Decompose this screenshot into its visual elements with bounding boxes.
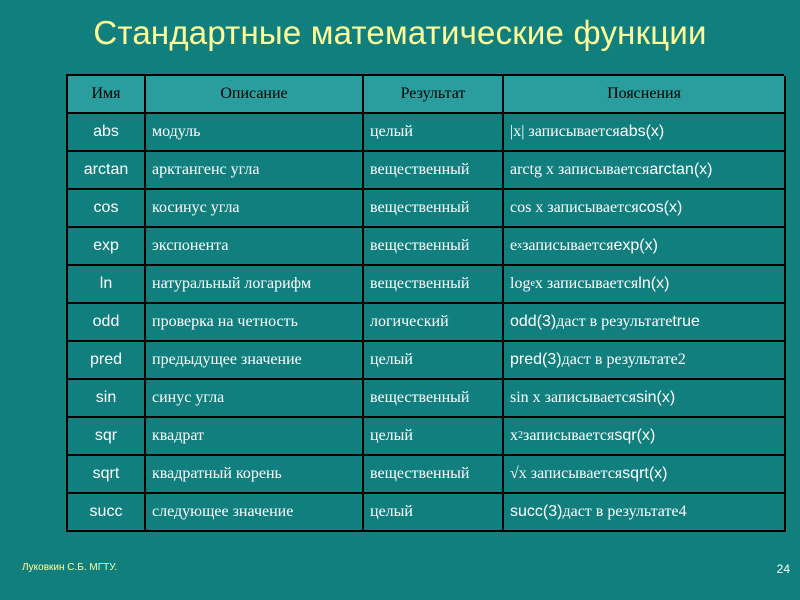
cell-function-name: sqrt [68,456,146,494]
cell-description: квадратный корень [146,456,364,494]
cell-result-type: целый [364,418,504,456]
cell-notes: x 2 записывается sqr(x) [504,418,786,456]
note-value: 2 [677,351,686,368]
cell-result-type: целый [364,114,504,152]
cell-function-name: succ [68,494,146,532]
cell-result-type: вещественный [364,456,504,494]
note-code: sqr(x) [614,427,656,444]
cell-notes [504,114,786,152]
note-code: arctan(x) [649,161,713,178]
cell-notes [504,342,786,380]
cell-function-name: pred [68,342,146,380]
cell-function-name: sin [68,380,146,418]
cell-function-name: ln [68,266,146,304]
note-text-rest: записывается [523,427,615,444]
cell-notes [504,304,786,342]
note-text: даст в результате [561,351,678,368]
cell-notes [504,456,786,494]
cell-result-type: вещественный [364,380,504,418]
header-notes: Пояснения [504,76,786,114]
cell-description: косинус угла [146,190,364,228]
cell-function-name: cos [68,190,146,228]
cell-description: натуральный логарифм [146,266,364,304]
note-text: arctg x записывается [510,161,650,178]
cell-result-type: логический [364,304,504,342]
note-text-rest: записывается [522,237,614,254]
note-value: true [672,313,700,330]
note-text: sin x записывается [510,389,637,406]
note-code: sqrt(x) [622,465,668,482]
cell-function-name: sqr [68,418,146,456]
note-code: sin(x) [636,389,676,406]
note-text: √x записывается [510,465,623,482]
cell-description: предыдущее значение [146,342,364,380]
cell-description: синус угла [146,380,364,418]
header-name: Имя [68,76,146,114]
cell-result-type: целый [364,342,504,380]
note-code: exp(x) [613,237,658,254]
note-text: log [510,275,531,292]
note-code: pred(3) [510,351,562,368]
header-description: Описание [146,76,364,114]
functions-table [66,74,784,532]
cell-notes: e x записывается exp(x) [504,228,786,266]
cell-notes [504,494,786,532]
note-text: даст в результате [562,503,679,520]
cell-notes [504,152,786,190]
note-text: |x| записывается [510,123,620,140]
note-text: cos x записывается [510,199,639,216]
note-value: 4 [678,503,687,520]
page-number: 24 [776,562,790,576]
cell-description: квадрат [146,418,364,456]
cell-function-name: exp [68,228,146,266]
cell-notes [504,380,786,418]
note-text: x [510,427,518,444]
header-result: Результат [364,76,504,114]
cell-description: проверка на четность [146,304,364,342]
cell-notes: log e x записывается ln(x) [504,266,786,304]
cell-description: следующее значение [146,494,364,532]
note-code: ln(x) [638,275,670,292]
note-code: succ(3) [510,503,563,520]
cell-result-type: целый [364,494,504,532]
cell-function-name: arctan [68,152,146,190]
cell-function-name: abs [68,114,146,152]
cell-result-type: вещественный [364,152,504,190]
slide-title: Стандартные математические функции [93,14,707,51]
footer-author: Луковкин С.Б. МГТУ. [22,562,118,573]
cell-function-name: odd [68,304,146,342]
note-code: odd(3) [510,313,557,330]
cell-description: арктангенс угла [146,152,364,190]
cell-description: модуль [146,114,364,152]
cell-result-type: вещественный [364,228,504,266]
note-code: abs(x) [619,123,665,140]
cell-notes [504,190,786,228]
cell-description: экспонента [146,228,364,266]
cell-result-type: вещественный [364,190,504,228]
note-code: cos(x) [638,199,683,216]
note-text-rest: x записывается [534,275,639,292]
note-text: e [510,237,518,254]
note-text: даст в результате [556,313,673,330]
cell-result-type: вещественный [364,266,504,304]
